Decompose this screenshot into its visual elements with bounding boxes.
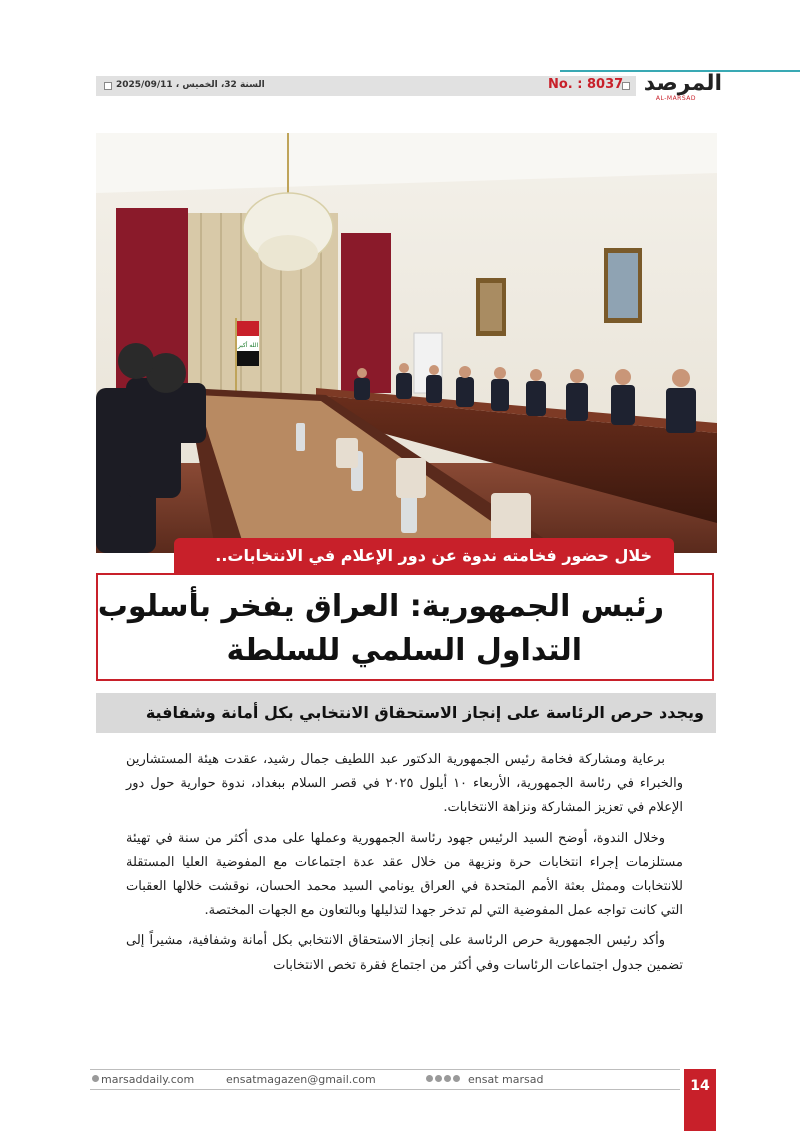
article-paragraph: برعاية ومشاركة فخامة رئيس الجمهورية الدكتور عبد اللطيف جمال رشيد، عقدت هيئة المستشارين والخبراء في رئاسة الجمهورية، الأربعاء ١٠ أيلول ٢٠٢٥ في قصر السلام ببغداد، ندوة حوارية حول دور الإعلام في تعزيز المشاركة ونزاهة الانتخابات. [126, 752, 683, 816]
footer-email[interactable]: ensatmagazen@gmail.com [226, 1073, 376, 1086]
kicker-text: خلال حضور فخامته ندوة عن دور الإعلام في الانتخابات.. [215, 546, 652, 565]
footer-website[interactable]: marsaddaily.com [101, 1073, 195, 1086]
article-body [126, 748, 683, 984]
footer-social-handle[interactable]: ensat marsad [468, 1073, 544, 1086]
youtube-icon[interactable] [453, 1075, 460, 1082]
globe-icon [92, 1075, 99, 1082]
article-title-line-1: رئيس الجمهورية: العراق يفخر بأسلوب [97, 589, 664, 624]
instagram-icon[interactable] [444, 1075, 451, 1082]
publication-logo[interactable] [640, 72, 722, 102]
subheadline-text: ويجدد حرص الرئاسة على إنجاز الاستحقاق الانتخابي بكل أمانة وشفافية [145, 703, 704, 722]
twitter-icon[interactable] [435, 1075, 442, 1082]
issue-number: No. : 8037 [548, 77, 624, 92]
article-subheadline [96, 693, 716, 733]
header-square-icon [104, 82, 112, 90]
header-square-icon [622, 82, 630, 90]
meeting-photo [96, 133, 717, 553]
article-paragraph: وأكد رئيس الجمهورية حرص الرئاسة على إنجاز الاستحقاق الانتخابي بكل أمانة وشفافية، مشيراً إلى تضمين جدول اجتماعات الرئاسات وفي أكثر من اجتماع فقرة تخص الانتخابات [126, 933, 683, 973]
flag-inscription: الله أكبر [237, 342, 259, 349]
issue-date: السنة 32، الخميس ، 2025/09/11 [116, 80, 265, 90]
facebook-icon[interactable] [426, 1075, 433, 1082]
footer-divider [90, 1089, 680, 1090]
page-number: 14 [690, 1078, 710, 1094]
article-kicker [174, 538, 674, 574]
article-title-box [96, 573, 714, 681]
logo-text: المرصد [643, 71, 722, 96]
logo-subtext: AL-MARSAD [655, 95, 696, 102]
article-title-line-2: التداول السلمي للسلطة [226, 633, 582, 668]
page-number-box [684, 1069, 716, 1131]
footer-divider [90, 1069, 680, 1070]
article-paragraph: وخلال الندوة، أوضح السيد الرئيس جهود رئاسة الجمهورية وعملها على مدى أكثر من سنة في تهيئة مستلزمات إجراء انتخابات حرة ونزيهة من خلال عقد عدة اجتماعات مع المفوضية العليا المستقلة للانتخابات وممثل بعثة الأمم المتحدة في العراق يونامي السيد محمد الحسان، نوقشت خلالها العقبات التي كانت تواجه عمل المفوضية التي لم تدخر جهدا لتذليلها وبالتعاون مع الجهات المختصة. [126, 830, 683, 919]
